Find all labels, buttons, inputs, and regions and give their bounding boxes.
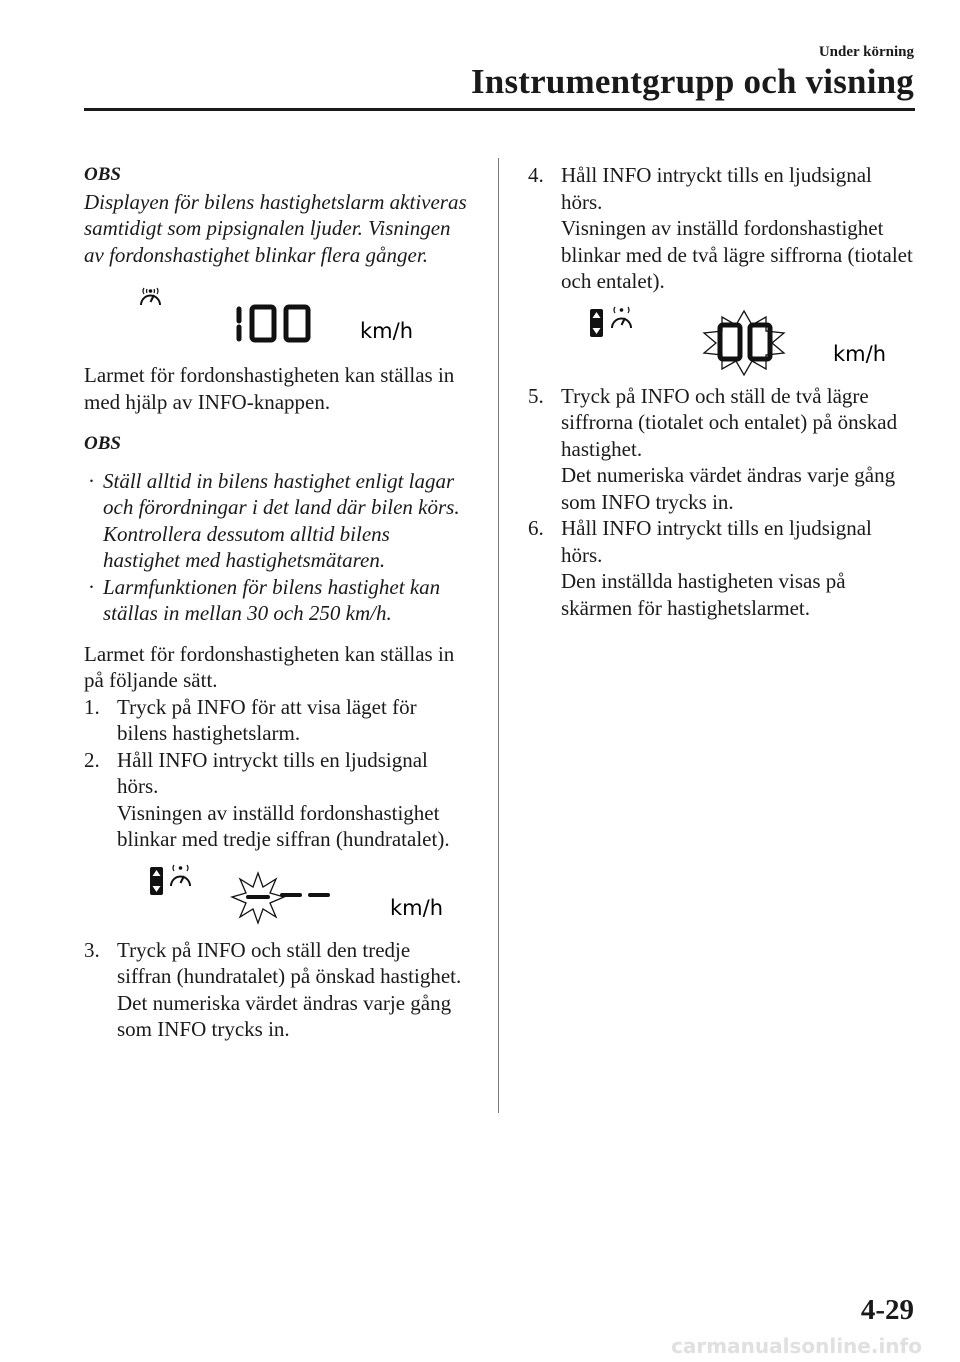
step-item (528, 162, 918, 295)
step-text: Håll INFO intryckt tills en ljudsignal hörs. (561, 163, 872, 214)
up-down-arrow-icon (150, 867, 163, 895)
seven-segment-digits (239, 307, 308, 340)
step-text: Håll INFO intryckt tills en ljudsignal hörs. (561, 516, 872, 567)
step-subtext: Visningen av inställd fordonshastighet blinkar med de två lägre siffrorna (tiotalet och entalet). (561, 216, 913, 293)
flash-burst-icon (232, 873, 284, 923)
speedometer-alarm-icon (141, 288, 160, 305)
paragraph: Larmet för fordonshastigheten kan ställas in med hjälp av INFO-knappen. (84, 363, 455, 414)
paragraph: Larmet för fordonshastigheten kan ställas in på följande sätt. (84, 641, 455, 692)
step-number: 5. (528, 383, 544, 408)
right-column (528, 162, 918, 621)
figure-speed-display (84, 270, 469, 362)
step-text: Tryck på INFO och ställ de två lägre siffrorna (tiotalet och entalet) på önskad hastighet. (561, 383, 898, 461)
note-bullet (84, 574, 469, 627)
step-number: 2. (84, 747, 100, 772)
section-title: Under körning (818, 44, 914, 60)
step-text: Håll INFO intryckt tills en ljudsignal hörs. (117, 747, 428, 798)
step-subtext: Det numeriska värdet ändras varje gång som INFO trycks in. (117, 990, 452, 1041)
left-column (84, 162, 469, 1043)
note-label: OBS (84, 164, 121, 185)
up-down-arrow-icon (590, 309, 603, 337)
speedometer-alarm-icon (171, 865, 190, 886)
figure-tens-blink (528, 295, 918, 383)
step-item (528, 515, 918, 621)
display-illustration (84, 270, 469, 362)
step-number: 6. (528, 516, 544, 540)
step-number: 1. (84, 694, 100, 719)
step-text: Tryck på INFO för att visa läget för bilens hastighetslarm. (117, 694, 417, 745)
step-item (84, 694, 469, 747)
display-illustration (84, 853, 469, 937)
note-bullet (84, 468, 469, 574)
bullet-dot: · (88, 468, 95, 493)
note-label: OBS (84, 433, 121, 454)
speedometer-alarm-icon (612, 307, 631, 328)
speed-unit: km/h (390, 895, 444, 920)
step-number: 3. (84, 937, 100, 962)
speed-unit: km/h (360, 319, 414, 343)
figure-hundreds-blink (84, 853, 469, 937)
step-item (84, 747, 469, 853)
step-subtext: Det numeriska värdet ändras varje gång som INFO trycks in. (561, 463, 896, 514)
step-subtext: Den inställda hastigheten visas på skärmen för hastighetslarmet. (561, 569, 846, 620)
bullet-dot: · (88, 574, 95, 599)
step-item (84, 937, 469, 1043)
bullet-text: Larmfunktionen för bilens hastighet kan ställas in mellan 30 och 250 km/h. (103, 574, 441, 625)
step-text: Tryck på INFO och ställ den tredje siffran (hundratalet) på önskad hastighet. (117, 937, 462, 988)
step-number: 4. (528, 163, 544, 187)
speed-unit: km/h (833, 341, 887, 366)
page-title: Instrumentgrupp och visning (470, 62, 914, 101)
header-rule (84, 108, 915, 111)
note-text: Displayen för bilens hastighetslarm aktiveras samtidigt som pipsignalen ljuder. Visningen av fordonshastighet blinkar flera gånger. (84, 189, 467, 267)
step-item (528, 383, 918, 516)
display-illustration (528, 295, 918, 383)
column-divider (498, 158, 499, 1113)
flash-burst-icon (704, 311, 784, 375)
bullet-text: Ställ alltid in bilens hastighet enligt lagar och förordningar i det land där bilen körs. Kontrollera dessutom alltid bilens hastighet med hastighetsmätaren. (103, 468, 460, 572)
watermark-link[interactable]: carmanualsonline.info (671, 1334, 922, 1358)
page-number: 4-29 (860, 1294, 914, 1326)
step-subtext: Visningen av inställd fordonshastighet blinkar med tredje siffran (hundratalet). (117, 800, 450, 851)
